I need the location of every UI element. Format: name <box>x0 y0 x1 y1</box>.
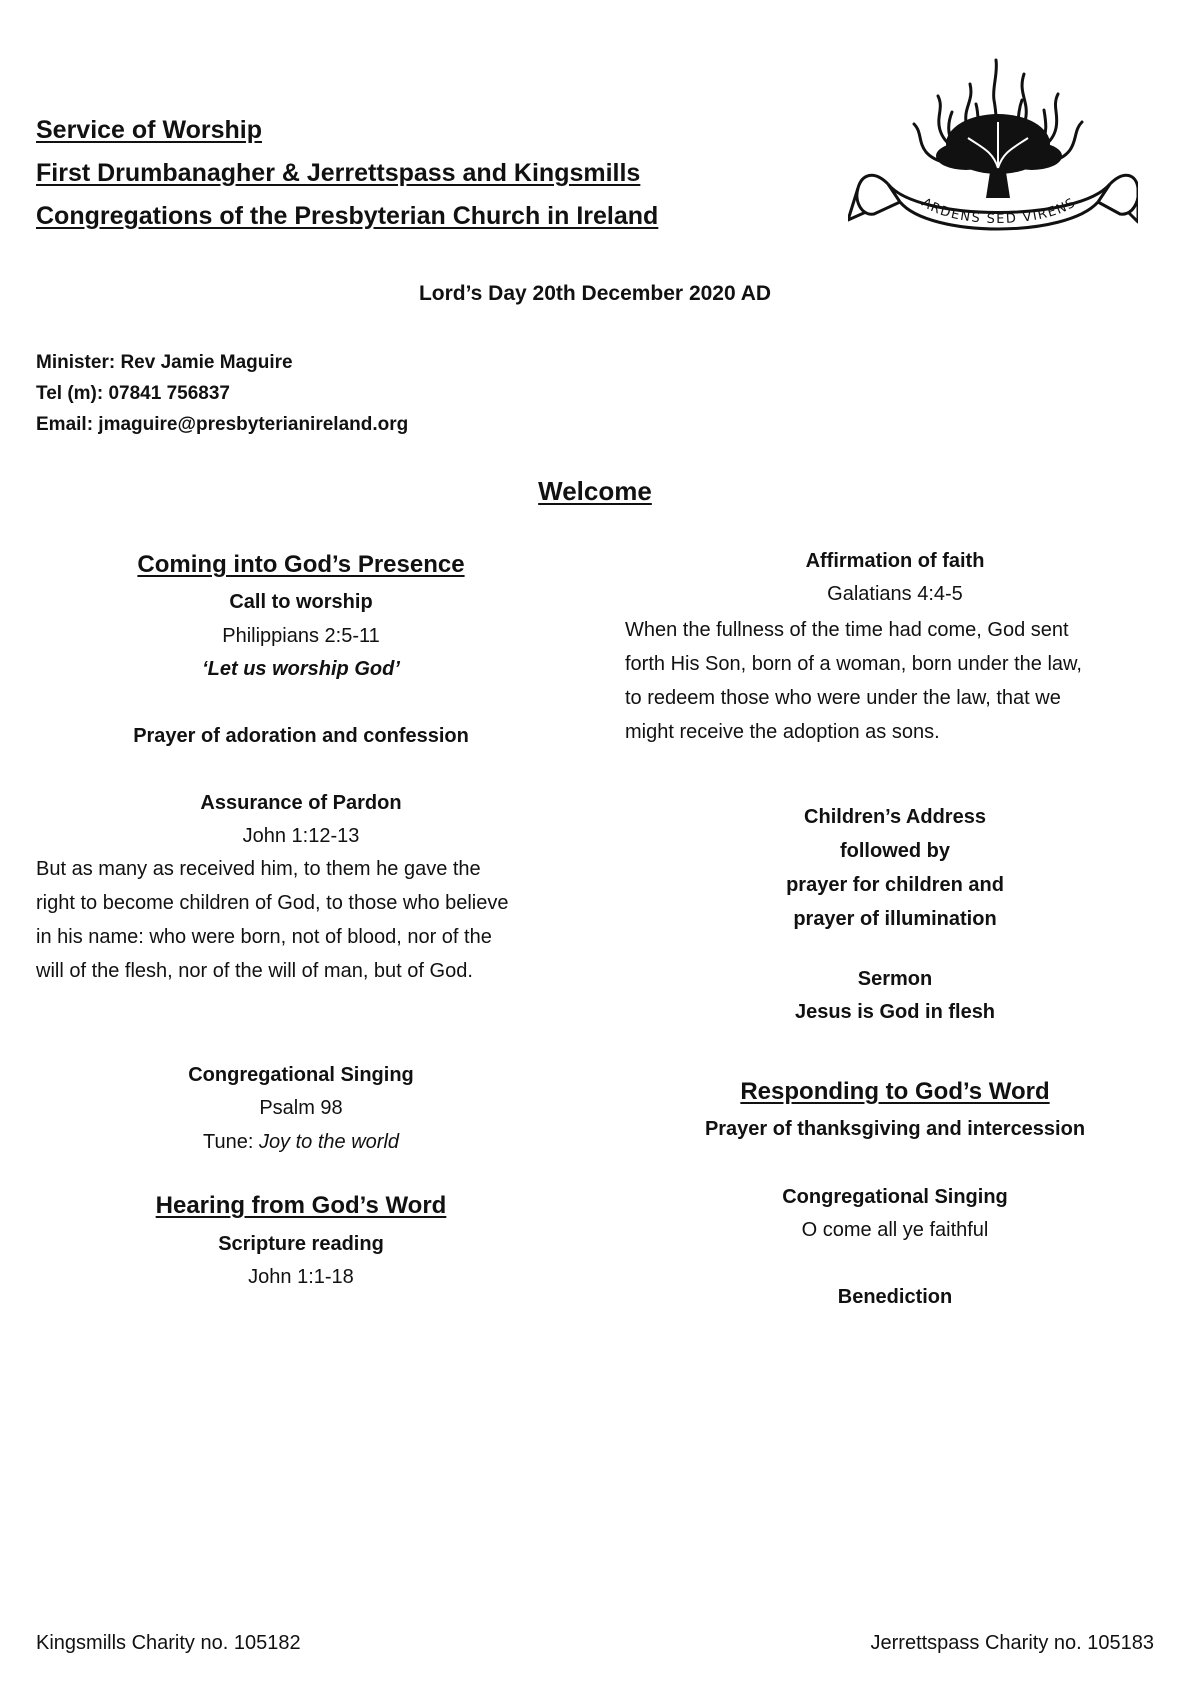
affirmation-reference: Galatians 4:4-5 <box>827 583 963 605</box>
affirmation-label: Affirmation of faith <box>805 550 985 572</box>
coming-into-presence-heading: Coming into God’s Presence <box>137 551 465 578</box>
minister-email: Email: jmaguire@presbyterianireland.org <box>36 414 409 435</box>
assurance-reference: John 1:12-13 <box>242 825 360 847</box>
hearing-heading: Hearing from God’s Word <box>155 1192 447 1219</box>
call-to-worship-reference: Philippians 2:5-11 <box>222 625 380 647</box>
responding-heading: Responding to God’s Word <box>740 1078 1050 1105</box>
welcome-heading: Welcome <box>538 476 652 506</box>
footer-kingsmills-charity: Kingsmills Charity no. 105182 <box>36 1632 301 1654</box>
sermon-label: Sermon <box>857 968 933 990</box>
logo-motto: ARDENS SED VIRENS <box>918 195 1080 228</box>
tune-name: Joy to the world <box>258 1131 400 1153</box>
call-to-worship-quote: ‘Let us worship God’ <box>202 658 400 680</box>
hymn-title: O come all ye faithful <box>801 1219 989 1241</box>
footer-jerrettspass-charity: Jerrettspass Charity no. 105183 <box>870 1632 1154 1654</box>
minister-phone: Tel (m): 07841 756837 <box>36 383 230 404</box>
tune-line: Tune: Joy to the world <box>202 1131 400 1153</box>
call-to-worship-label: Call to worship <box>229 591 373 613</box>
affirmation-text: When the fullness of the time had come, God sent forth His Son, born of a woman, born under the law, to redeem those who were under the law, that we might receive the adoption as sons. <box>625 619 1082 743</box>
service-title: Service of Worship <box>36 116 262 144</box>
psalm-reference: Psalm 98 <box>259 1097 343 1119</box>
prayer-adoration-label: Prayer of adoration and confession <box>133 725 469 747</box>
childrens-address-block: Children’s Address followed by prayer for children and prayer of illumination <box>786 806 1004 930</box>
service-date: Lord’s Day 20th December 2020 AD <box>418 282 772 305</box>
left-singing-label: Congregational Singing <box>188 1064 414 1086</box>
church-title: Congregations of the Presbyterian Church in Ireland <box>36 202 659 230</box>
scripture-reference: John 1:1-18 <box>248 1266 354 1288</box>
congregations-title: First Drumbanagher & Jerrettspass and Kingsmills <box>36 159 641 187</box>
assurance-label: Assurance of Pardon <box>200 792 402 814</box>
thanksgiving-prayer-label: Prayer of thanksgiving and intercession <box>704 1118 1086 1140</box>
right-singing-label: Congregational Singing <box>782 1186 1008 1208</box>
burning-bush-logo <box>848 52 1138 242</box>
assurance-text: But as many as received him, to them he gave the right to become children of God, to those who believe in his name: who were born, not of blood, nor of the will of the flesh, nor of the will of man, but of God. <box>36 858 509 982</box>
sermon-title: Jesus is God in flesh <box>794 1001 996 1023</box>
minister-name: Minister: Rev Jamie Maguire <box>36 352 293 373</box>
scripture-reading-label: Scripture reading <box>218 1233 384 1255</box>
benediction-label: Benediction <box>837 1286 953 1308</box>
